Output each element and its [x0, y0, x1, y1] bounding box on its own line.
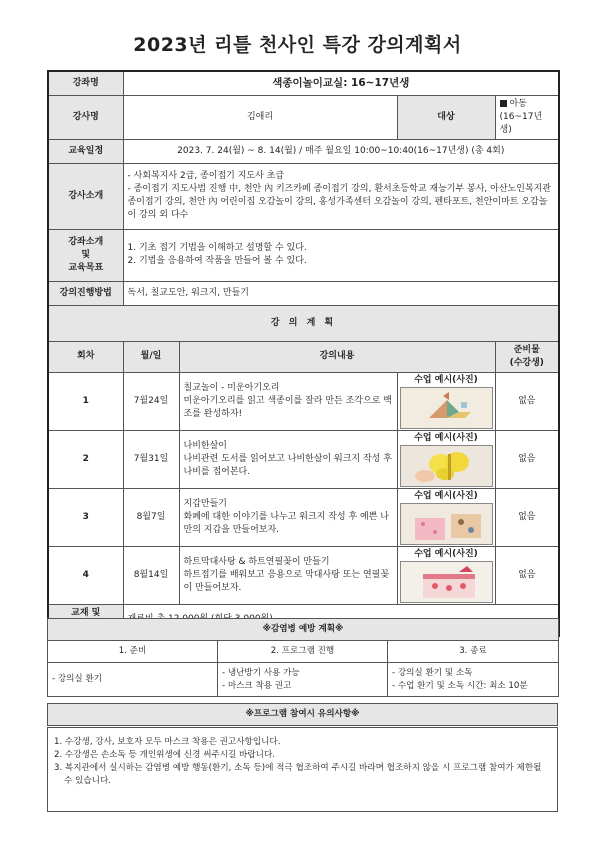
session-date: 8월14일	[123, 546, 179, 604]
schedule-value: 2023. 7. 24(월) ~ 8. 14(월) / 매주 월요일 10:00~10:40(16~17년생) (총 4회)	[123, 139, 559, 163]
session-desc: 하트접기를 배워보고 응용으로 막대사탕 또는 연필꽂이 만들어보자.	[183, 569, 390, 593]
photo-label: 수업 예시(사진)	[414, 374, 478, 385]
session-photo	[397, 546, 495, 604]
session-no: 3	[48, 488, 123, 546]
session-date: 7월31일	[123, 430, 179, 488]
goal-text	[123, 229, 559, 281]
photo-label: 수업 예시(사진)	[414, 432, 478, 443]
goal-label-line: 및	[81, 249, 91, 260]
table-row	[48, 546, 559, 604]
infection-col-progress: 2. 프로그램 진행	[218, 641, 388, 663]
goal-line: 1. 기초 접기 기법을 이해하고 설명할 수 있다.	[127, 243, 307, 254]
col-prep-line: (수강생)	[509, 357, 544, 368]
course-value: 색종이놀이교실: 16~17년생	[123, 71, 559, 95]
col-content: 강의내용	[179, 341, 495, 372]
session-desc: 나비관련 도서를 읽어보고 나비한살이 워크지 작성 후 나비를 접어본다.	[183, 453, 392, 477]
notice-header: ※프로그램 참여시 유의사항※	[48, 704, 558, 726]
page-title: 2023년 리틀 천사인 특강 강의계획서	[133, 34, 462, 56]
wallet-photo	[400, 503, 493, 545]
col-session: 회차	[48, 341, 123, 372]
session-title: 칠교놀이 - 미운아기오리	[183, 382, 280, 393]
notice-item: 1. 수강생, 강사, 보호자 모두 마스크 착용은 권고사항입니다.	[54, 737, 281, 747]
goal-line: 2. 기법을 응용하여 작품을 만들어 볼 수 있다.	[127, 256, 307, 267]
square-icon	[500, 100, 507, 107]
session-no: 4	[48, 546, 123, 604]
goal-label-line: 교육목표	[68, 262, 104, 273]
infection-table	[47, 618, 559, 697]
method-label: 강의진행방법	[48, 281, 123, 305]
infection-progress-items	[218, 663, 388, 697]
col-prep	[495, 341, 559, 372]
materials-label-line: 교재 및	[71, 607, 101, 618]
session-prep: 없음	[495, 546, 559, 604]
infection-item: - 강의실 환기 및 소독	[392, 668, 473, 679]
session-title: 나비한살이	[183, 440, 227, 451]
session-no: 2	[48, 430, 123, 488]
session-desc: 화폐에 대한 이야기를 나누고 워크지 작성 후 예쁜 나만의 지갑을 만들어보자.	[183, 511, 389, 535]
infection-prepare-items	[48, 663, 218, 697]
photo-label: 수업 예시(사진)	[414, 548, 478, 559]
col-date: 월/일	[123, 341, 179, 372]
session-date: 7월24일	[123, 372, 179, 430]
infection-item: - 마스크 착용 권고	[222, 680, 292, 691]
infection-header: ※감염병 예방 계획※	[48, 619, 559, 641]
target-text: 아동 (16~17년생)	[499, 98, 543, 135]
tangram-swan-photo	[400, 387, 493, 429]
session-date: 8월7일	[123, 488, 179, 546]
session-no: 1	[48, 372, 123, 430]
target-label: 대상	[397, 95, 495, 139]
target-value	[495, 95, 559, 139]
infection-item: - 수업 환기 및 소독 시간: 최소 10분	[392, 680, 528, 691]
course-label: 강좌명	[48, 71, 123, 95]
instructor-value: 김애리	[123, 95, 397, 139]
infection-item: - 강의실 환기	[52, 674, 103, 685]
notice-item: 2. 수강생은 손소독 등 개인위생에 신경 써주시길 바랍니다.	[54, 749, 275, 760]
session-content	[179, 430, 397, 488]
table-row	[48, 488, 559, 546]
notice-item: 3. 복지관에서 실시하는 감염병 예방 행동(환기, 소독 등)에 적극 협조하여 주시길 바라며 협조하지 않을 시 프로그램 참여가 제한될 수 있습니다.	[54, 762, 542, 786]
instructor-label: 강사명	[48, 95, 123, 139]
session-content	[179, 372, 397, 430]
profile-label: 강사소개	[48, 163, 123, 229]
session-prep: 없음	[495, 430, 559, 488]
table-row	[48, 372, 559, 430]
plan-table	[47, 70, 560, 637]
plan-header: 강 의 계 획	[48, 305, 559, 341]
table-row	[48, 430, 559, 488]
session-photo	[397, 372, 495, 430]
session-content	[179, 488, 397, 546]
goal-label-line: 강좌소개	[68, 236, 104, 247]
goal-label	[48, 229, 123, 281]
heart-pencil-holder-photo	[400, 561, 493, 603]
profile-line: - 사회복지사 2급, 종이접기 지도사 초급	[127, 171, 285, 182]
schedule-label: 교육일정	[48, 139, 123, 163]
infection-end-items	[388, 663, 559, 697]
butterfly-photo	[400, 445, 493, 487]
session-title: 지갑만들기	[183, 498, 227, 509]
session-prep: 없음	[495, 488, 559, 546]
notice-header-table	[47, 703, 558, 726]
infection-item: - 냉난방기 사용 가능	[222, 668, 300, 679]
session-photo	[397, 488, 495, 546]
notice-list	[47, 727, 558, 812]
session-desc: 미운아기오리를 읽고 색종이를 잘라 만든 조각으로 백조를 완성하자!	[183, 395, 392, 419]
infection-col-end: 3. 종료	[388, 641, 559, 663]
session-content	[179, 546, 397, 604]
photo-label: 수업 예시(사진)	[414, 490, 478, 501]
method-value: 독서, 칠교도안, 워크지, 만들기	[123, 281, 559, 305]
profile-text	[123, 163, 559, 229]
session-photo	[397, 430, 495, 488]
session-title: 하트막대사탕 & 하트연필꽂이 만들기	[183, 556, 330, 567]
infection-col-prepare: 1. 준비	[48, 641, 218, 663]
col-prep-line: 준비물	[513, 344, 540, 355]
profile-line: - 종이접기 지도사범 진행 中, 천안 內 키즈카페 종이접기 강의, 환서초등학교 재능기부 봉사, 아산노인복지관 종이접기 강의, 천안 內 어린이집 오감놀이 강의, 홍성가족센터 오감놀이 강의, 펜타포트, 천안이마트 오감놀이 강의 외 다수	[127, 184, 551, 221]
session-prep: 없음	[495, 372, 559, 430]
